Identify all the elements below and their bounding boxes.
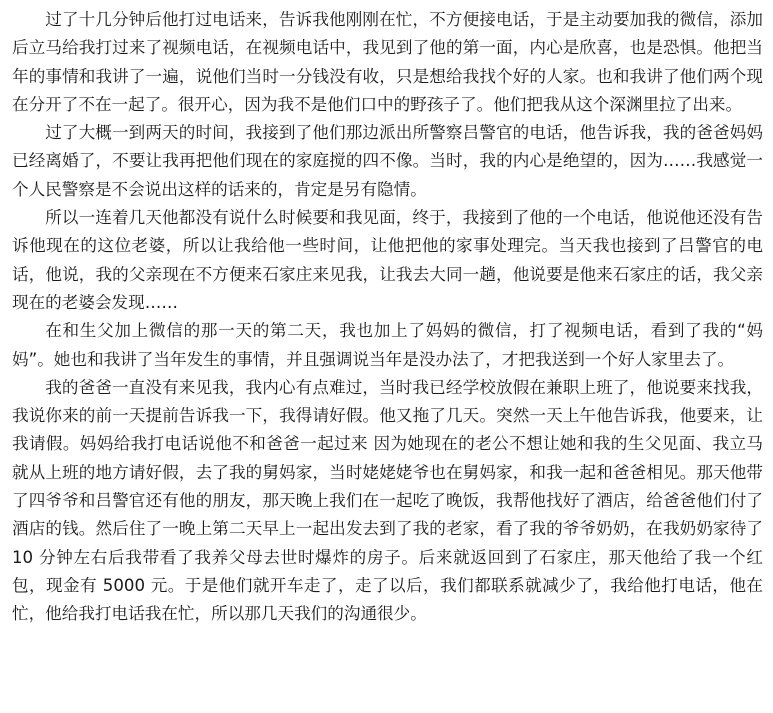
paragraph: 我的爸爸一直没有来见我，我内心有点难过，当时我已经学校放假在兼职上班了，他说要来找我，我说你来的前一天提前告诉我一下，我得请好假。他又拖了几天。突然一天上午他告诉我，他要来，让我请假。妈妈给我打电话说他不和爸爸一起过来 因为她现在的老公不想让她和我的生父见面、我立马就从上班的地方请好假，去了我的舅妈家，当时姥姥姥爷也在舅妈家，和我一起和爸爸相见。那天他带了四爷爷和吕警官还有他的朋友，那天晚上我们在一起吃了晚饭，我帮他找好了酒店，给爸爸他们付了酒店的钱。然后住了一晚上第二天早上一起出发去到了我的老家，看了我的爷爷奶奶，在我奶奶家待了 10 分钟左右后我带看了我养父母去世时爆炸的房子。后来就返回到了石家庄，那天他给了我一个红包，现金有 5000 元。于是他们就开车走了，走了以后，我们都联系就减少了，我给他打电话，他在忙，他给我打电话我在忙，所以那几天我们的沟通很少。 [12, 377, 763, 624]
paragraph: 过了十几分钟后他打过电话来，告诉我他刚刚在忙，不方便接电话，于是主动要加我的微信，添加后立马给我打过来了视频电话，在视频电话中，我见到了他的第一面，内心是欣喜，也是恐惧。他把当年的事情和我讲了一遍，说他们当时一分钱没有收，只是想给我找个好的人家。也和我讲了他们两个现在分开了不在一起了。很开心，因为我不是他们口中的野孩子了。他们把我从这个深渊里拉了出来。 [12, 10, 763, 114]
paragraph: 所以一连着几天他都没有说什么时候要和我见面，终于，我接到了他的一个电话，他说他还没有告诉他现在的这位老婆，所以让我给他一些时间，让他把他的家事处理完。当天我也接到了吕警官的电话，他说，我的父亲现在不方便来石家庄来见我，让我去大同一趟，他说要是他来石家庄的话，我父亲现在的老婆会发现…… [12, 208, 763, 312]
paragraph: 过了大概一到两天的时间，我接到了他们那边派出所警察吕警官的电话，他告诉我，我的爸爸妈妈已经离婚了，不要让我再把他们现在的家庭搅的四不像。当时，我的内心是绝望的，因为……我感觉一个人民警察是不会说出这样的话来的，肯定是另有隐情。 [12, 123, 763, 199]
paragraph: 在和生父加上微信的那一天的第二天，我也加上了妈妈的微信，打了视频电话，看到了我的“妈妈”。她也和我讲了当年发生的事情，并且强调说当年是没办法了，才把我送到一个好人家里去了。 [12, 321, 763, 369]
